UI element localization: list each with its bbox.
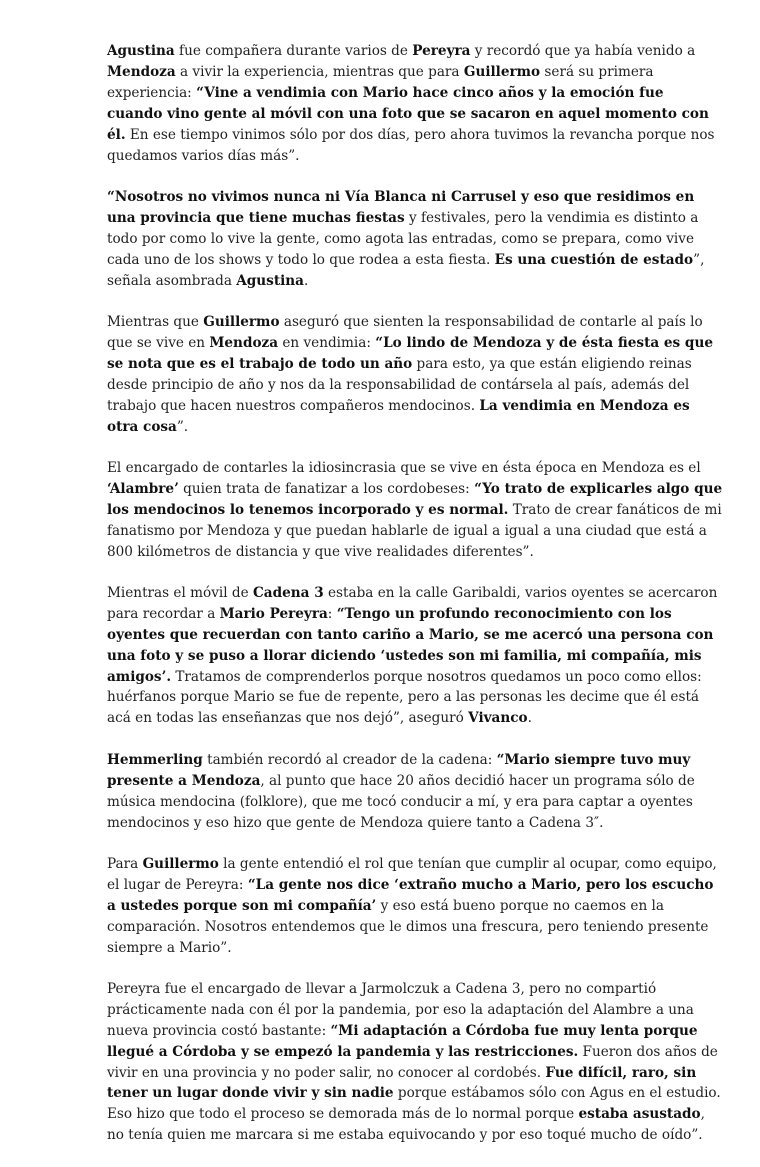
body-text: Pereyra fue el encargado de llevar a Jarmolczuk a Cadena 3, pero no compartió prácticamente nada con él por la pandemia, por eso la adaptación del Alambre a una nueva provincia costó bastante:	[107, 980, 694, 1039]
bold-text: “Nosotros no vivimos nunca ni Vía Blanca ni Carrusel y eso que residimos en una provincia que tiene muchas fiestas	[107, 188, 695, 226]
body-text: y recordó que ya había venido a	[470, 43, 696, 59]
body-text: :	[327, 605, 337, 622]
bold-text: “Mario siempre tuvo muy presente a Mendoza	[107, 751, 691, 789]
bold-text: “Vine a vendimia con Mario hace cinco años y la emoción fue cuando vino gente al móvil con una foto que se sacaron en aquel momento con él.	[107, 84, 709, 143]
bold-text: ‘Alambre’	[107, 480, 179, 497]
body-text: en vendimia:	[278, 334, 376, 351]
bold-text: Guillermo	[203, 313, 280, 330]
bold-text: Mario Pereyra	[219, 605, 328, 622]
body-text: porque estábamos sólo con Agus en el estudio. Eso hizo que todo el proceso se demorada más de lo normal porque	[107, 1085, 721, 1123]
body-text: .	[527, 710, 532, 727]
article-paragraph	[107, 187, 723, 292]
article-paragraph	[107, 312, 723, 437]
article-paragraph	[107, 854, 723, 959]
bold-text: Mendoza	[209, 334, 279, 351]
body-text: también recordó al creador de la cadena:	[202, 751, 497, 768]
article-paragraph	[107, 750, 723, 834]
body-text: Mientras que	[107, 313, 204, 330]
body-text: estaba en la calle Garibaldi, varios oyentes se acercaron para recordar a	[107, 584, 718, 622]
body-text: para esto, ya que están eligiendo reinas desde principio de año y nos da la responsabilidad de contársela al país, además del trabajo que hacen nuestros compañeros mendocinos.	[107, 355, 692, 414]
bold-text: “Lo lindo de Mendoza y de ésta fiesta es que se nota que es el trabajo de todo un año	[107, 334, 713, 372]
body-text: Trato de crear fanáticos de mi fanatismo por Mendoza y que puedan hablarle de igual a igual a una ciudad que está a 800 kilómetros de distancia y que vive realidades diferentes”.	[107, 501, 722, 560]
body-text: , al punto que hace 20 años decidió hacer un programa sólo de música mendocina (folklore), que me tocó conducir a mí, y era para captar a oyentes mendocinos y eso hizo que gente de Mendoza quiere tanto a Cadena 3″.	[107, 772, 695, 831]
body-text: Fueron dos años de vivir en una provincia y no poder salir, no conocer al cordobés.	[107, 1043, 718, 1081]
article-paragraph	[107, 979, 723, 1146]
body-text: , no tenía quien me marcara si me estaba equivocando y por eso toqué mucho de oído”.	[107, 1106, 705, 1144]
bold-text: Es una cuestión de estado	[494, 251, 694, 268]
bold-text: La vendimia en Mendoza es otra cosa	[107, 397, 690, 435]
bold-text: Vivanco	[468, 710, 528, 727]
bold-text: Guillermo	[142, 855, 219, 872]
body-text: la gente entendió el rol que tenían que cumplir al ocupar, como equipo, el lugar de Pereyra:	[107, 855, 717, 893]
bold-text: Agustina	[107, 43, 175, 59]
body-text: quien trata de fanatizar a los cordobeses:	[178, 480, 475, 497]
article-paragraph	[107, 41, 723, 166]
body-text: Tratamos de comprenderlos porque nosotros quedamos un poco como ellos: huérfanos porque Mario se fue de repente, pero a las personas les decime que él está acá en todas las enseñanzas que nos dejó”, aseguró	[107, 668, 702, 727]
article-paragraph	[107, 583, 723, 729]
body-text: será su primera experiencia:	[107, 63, 654, 101]
body-text: fue compañera durante varios de	[174, 43, 413, 59]
bold-text: estaba asustado	[578, 1106, 701, 1123]
bold-text: “Yo trato de explicarles algo que los mendocinos lo tenemos incorporado y es normal.	[107, 480, 723, 518]
body-text: ”, señala asombrada	[107, 251, 705, 289]
bold-text: “Tengo un profundo reconocimiento con los oyentes que recuerdan con tanto cariño a Mario, se me acercó una persona con una foto y se puso a llorar diciendo ‘ustedes son mi familia, mi compañía, mis amigos’.	[107, 605, 714, 685]
body-text: En ese tiempo vinimos sólo por dos días, pero ahora tuvimos la revancha porque nos quedamos varios días más”.	[107, 126, 715, 164]
bold-text: Cadena 3	[252, 584, 324, 601]
article-body	[107, 41, 723, 1167]
body-text: y eso está bueno porque no caemos en la comparación. Nosotros entendemos que le dimos una frescura, pero teniendo presente siempre a Mario”.	[107, 897, 709, 956]
body-text: .	[303, 272, 309, 289]
body-text: aseguró que sienten la responsabilidad de contarle al país lo que se vive en	[107, 313, 703, 351]
bold-text: “La gente nos dice ‘extraño mucho a Mario, pero los escucho a ustedes porque son mi compañía’	[107, 876, 714, 914]
bold-text: Fue difícil, raro, sin tener un lugar donde vivir y sin nadie	[107, 1064, 697, 1102]
article-paragraph	[107, 458, 723, 563]
bold-text: Guillermo	[463, 63, 541, 80]
bold-text: “Mi adaptación a Córdoba fue muy lenta porque llegué a Córdoba y se empezó la pandemia y las restricciones.	[107, 1022, 698, 1060]
body-text: Para	[107, 855, 143, 872]
bold-text: Mendoza	[107, 63, 176, 80]
body-text: El encargado de contarles la idiosincrasia que se vive en ésta época en Mendoza es el	[107, 459, 701, 476]
body-text: y festivales, pero la vendimia es distinto a todo por como lo vive la gente, como agota las entradas, como se prepara, como vive cada uno de los shows y todo lo que rodea a esta fiesta.	[107, 209, 699, 268]
body-text: a vivir la experiencia, mientras que para	[175, 63, 464, 80]
bold-text: Pereyra	[412, 43, 471, 59]
bold-text: Agustina	[236, 272, 304, 289]
body-text: ”.	[176, 418, 189, 435]
body-text: Mientras el móvil de	[107, 584, 253, 601]
bold-text: Hemmerling	[107, 751, 203, 768]
